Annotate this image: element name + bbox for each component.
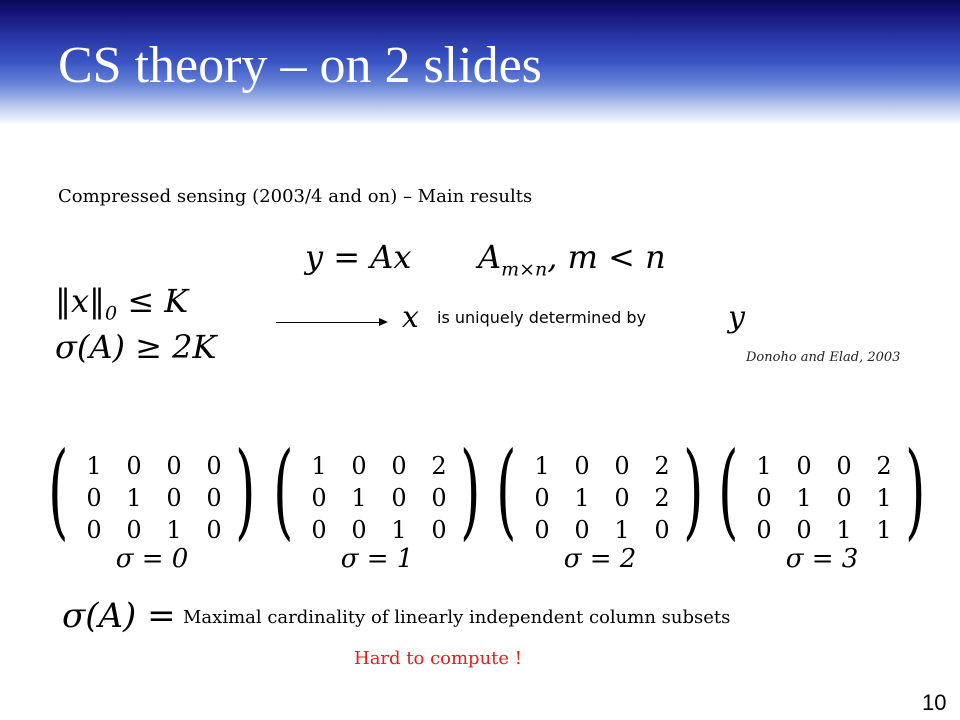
slide-subtitle: Compressed sensing (2003/4 and on) – Main results [58,186,533,207]
matrix-cell: 0 [86,484,102,512]
matrix-cell: 0 [574,452,590,480]
matrix [718,429,926,551]
sigma-label: σ = 2 [563,544,637,574]
matrix-cell: 0 [206,484,222,512]
matrix-cell: 0 [534,516,550,544]
matrix-cell: 0 [796,516,812,544]
matrix-cell: 0 [351,452,367,480]
matrix-cell: 0 [534,484,550,512]
spark-definition-math: σ(A) = [62,596,176,636]
uniqueness-statement: is uniquely determined by [437,308,647,327]
matrix [496,429,704,551]
norm-subscript: 0 [105,302,118,325]
matrix-example-2 [273,429,481,574]
matrix-cell: 0 [351,516,367,544]
matrix-grid [299,452,459,548]
matrix [48,429,256,551]
left-paren: ( [496,429,517,551]
matrix-cell: 1 [166,516,182,544]
dim-matrix-symbol: A [478,238,502,276]
matrix-cell: 0 [574,516,590,544]
spark-definition-text: Maximal cardinality of linearly independent column subsets [183,607,731,628]
matrix-cell: 0 [391,452,407,480]
norm-bound: ≤ K [117,282,189,320]
implies-arrow-icon [276,322,386,323]
slide-title: CS theory – on 2 slides [58,37,542,94]
left-paren: ( [48,429,69,551]
citation: Donoho and Elad, 2003 [746,350,901,365]
matrix-cell: 0 [796,452,812,480]
sparsity-condition [55,282,188,324]
matrix-cell: 0 [836,484,852,512]
matrix-cell: 0 [391,484,407,512]
right-paren: ) [683,429,704,551]
left-paren: ( [718,429,739,551]
matrix-cell: 0 [166,452,182,480]
matrix-cell: 1 [836,516,852,544]
matrix-cell: 1 [126,484,142,512]
matrix-cell: 2 [654,484,670,512]
matrix-cell: 1 [574,484,590,512]
matrix-cell: 0 [311,516,327,544]
matrix-cell: 0 [431,484,447,512]
sigma-label: σ = 1 [340,544,414,574]
norm-symbol: ‖x‖ [55,282,106,320]
matrix-cell: 0 [311,484,327,512]
matrix-cell: 0 [836,452,852,480]
matrix-cell: 0 [166,484,182,512]
matrix-cell: 0 [206,516,222,544]
matrix-cell: 0 [126,452,142,480]
matrix [273,429,481,551]
matrix-grid [744,452,904,548]
dim-condition: , m < n [547,238,666,276]
matrix-example-3 [496,429,704,574]
matrix-grid [522,452,682,548]
matrix-cell: 1 [756,452,772,480]
matrix-cell: 1 [391,516,407,544]
matrix-cell: 0 [756,516,772,544]
left-paren: ( [273,429,294,551]
matrix-cell: 0 [614,452,630,480]
right-paren: ) [460,429,481,551]
sigma-label: σ = 3 [785,544,859,574]
x-symbol: x [402,300,419,335]
matrix-cell: 1 [796,484,812,512]
matrix-cell: 0 [756,484,772,512]
matrix-cell: 1 [876,516,892,544]
matrix-cell: 0 [126,516,142,544]
matrix-cell: 0 [654,516,670,544]
matrix-grid [74,452,234,548]
matrix-cell: 2 [654,452,670,480]
matrix-cell: 1 [351,484,367,512]
dimension-equation [478,238,666,280]
matrix-cell: 2 [876,452,892,480]
dim-subscript: m×n [501,258,548,281]
matrix-example-4 [718,429,926,574]
matrix-cell: 0 [206,452,222,480]
sigma-label: σ = 0 [115,544,189,574]
matrix-cell: 1 [876,484,892,512]
right-paren: ) [905,429,926,551]
matrix-example-1 [48,429,256,574]
slide-number: 10 [922,690,947,715]
y-symbol: y [728,300,745,335]
spark-condition: σ(A) ≥ 2K [55,328,217,366]
matrix-cell: 0 [614,484,630,512]
matrix-cell: 1 [311,452,327,480]
matrix-cell: 1 [534,452,550,480]
hard-to-compute-note: Hard to compute ! [354,648,523,669]
matrix-cell: 0 [86,516,102,544]
right-paren: ) [235,429,256,551]
matrix-cell: 2 [431,452,447,480]
matrix-cell: 0 [431,516,447,544]
main-equation: y = Ax [305,238,412,276]
matrix-cell: 1 [86,452,102,480]
matrix-cell: 1 [614,516,630,544]
